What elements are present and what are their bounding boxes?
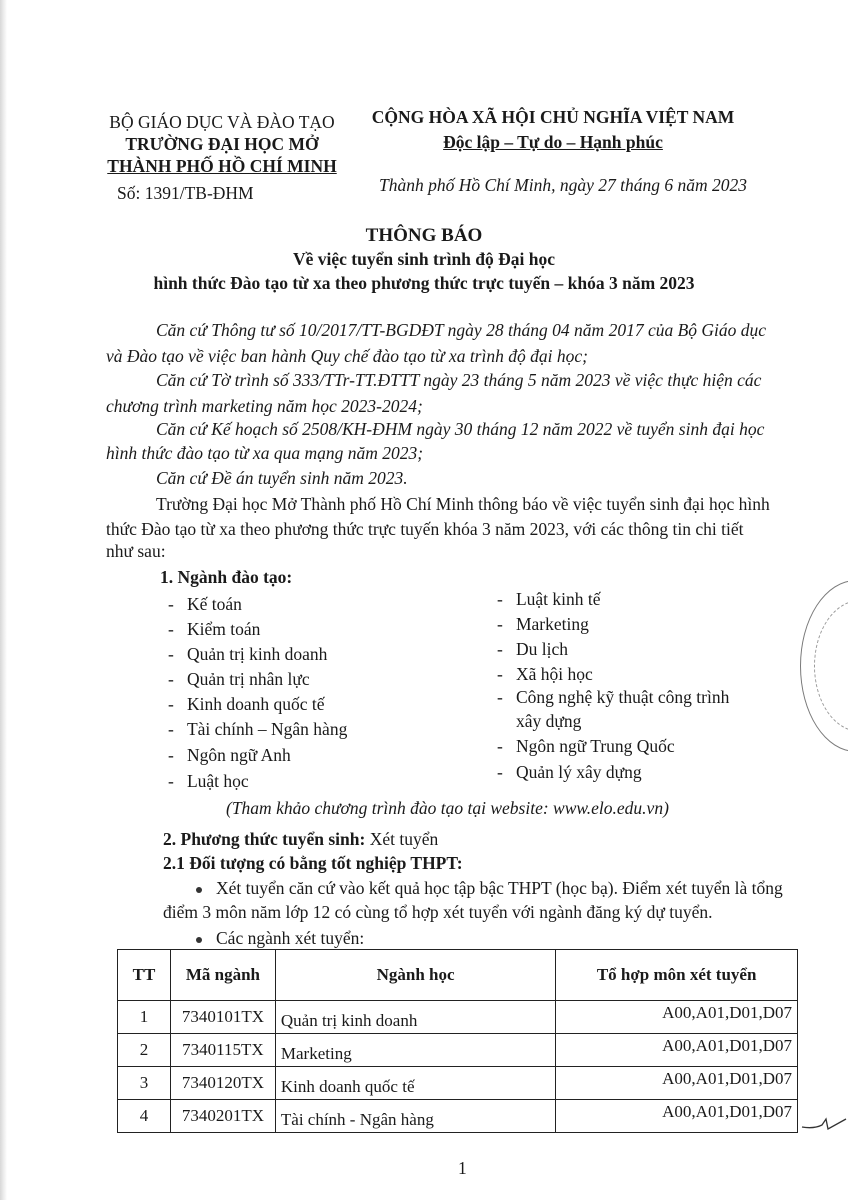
table-cell: A00,A01,D01,D07	[556, 1100, 798, 1133]
table-cell: A00,A01,D01,D07	[556, 1034, 798, 1067]
basis-1-line1: Căn cứ Thông tư số 10/2017/TT-BGDĐT ngày 28 tháng 04 năm 2017 của Bộ Giáo dục	[156, 320, 767, 340]
list-item: - Ngôn ngữ Anh	[168, 745, 291, 765]
table-row	[118, 1034, 798, 1067]
section-2-1-heading: 2.1 Đối tượng có bằng tốt nghiệp THPT:	[163, 853, 463, 873]
list-item: - Ngôn ngữ Trung Quốc	[497, 736, 675, 756]
table-cell: Kinh doanh quốc tế	[275, 1067, 555, 1100]
table-cell: 1	[118, 1001, 171, 1034]
list-item: - Marketing	[497, 614, 589, 634]
table-header-cell: Ngành học	[275, 950, 555, 1001]
bullet-icon	[196, 887, 202, 893]
doc-subject-line2: hình thức Đào tạo từ xa theo phương thức trực tuyến – khóa 3 năm 2023	[153, 273, 695, 293]
basis-3-line1: Căn cứ Kế hoạch số 2508/KH-ĐHM ngày 30 tháng 12 năm 2022 về tuyển sinh đại học	[156, 419, 765, 439]
list-item: - Tài chính – Ngân hàng	[168, 719, 348, 739]
list-item: - Quản trị nhân lực	[168, 669, 310, 689]
issuer-block	[96, 111, 348, 177]
list-item: - Công nghệ kỹ thuật công trình	[497, 687, 730, 707]
reference-note: (Tham khảo chương trình đào tạo tại website: www.elo.edu.vn)	[226, 798, 669, 818]
list-item: - Kế toán	[168, 594, 242, 614]
list-item: - Kiểm toán	[168, 619, 261, 639]
school-name-line1: TRƯỜNG ĐẠI HỌC MỞ	[125, 134, 319, 154]
basis-2-line2: chương trình marketing năm học 2023-2024;	[106, 396, 423, 416]
table-cell: Tài chính - Ngân hàng	[275, 1100, 555, 1133]
table-header-cell: Mã ngành	[170, 950, 275, 1001]
intro-line1: Trường Đại học Mở Thành phố Hồ Chí Minh thông báo về việc tuyển sinh đại học hình	[156, 494, 770, 514]
doc-title: THÔNG BÁO	[365, 225, 483, 246]
list-item: - Xã hội học	[497, 664, 593, 684]
basis-4-line1: Căn cứ Đề án tuyển sinh năm 2023.	[156, 468, 408, 488]
list-item: - Du lịch	[497, 639, 568, 659]
bullet-item: Xét tuyển căn cứ vào kết quả học tập bậc THPT (học bạ). Điểm xét tuyển là tổng	[196, 878, 783, 899]
table-header-row	[118, 950, 798, 1001]
basis-3-line2: hình thức đào tạo từ xa qua mạng năm 2023;	[106, 443, 424, 463]
basis-1-line2: và Đào tạo về việc ban hành Quy chế đào tạo từ xa trình độ đại học;	[106, 346, 588, 366]
nation-name: CỘNG HÒA XÃ HỘI CHỦ NGHĨA VIỆT NAM	[371, 107, 735, 127]
table-cell: A00,A01,D01,D07	[556, 1067, 798, 1100]
list-item: - Quản lý xây dựng	[497, 762, 642, 782]
national-motto: Độc lập – Tự do – Hạnh phúc	[443, 132, 663, 152]
table-row	[118, 1067, 798, 1100]
place-date: Thành phố Hồ Chí Minh, ngày 27 tháng 6 năm 2023	[379, 175, 747, 195]
doc-subject-line1: Về việc tuyển sinh trình độ Đại học	[292, 249, 556, 269]
bullet-item-continuation: điểm 3 môn năm lớp 12 có cùng tổ hợp xét tuyển với ngành đăng ký dự tuyển.	[163, 902, 713, 922]
table-cell: 7340101TX	[170, 1001, 275, 1034]
list-item-continuation: xây dựng	[516, 711, 582, 731]
ministry-name: BỘ GIÁO DỤC VÀ ĐÀO TẠO	[109, 112, 335, 132]
page-number: 1	[458, 1158, 467, 1178]
list-item: - Luật kinh tế	[497, 589, 601, 609]
majors-table	[117, 949, 798, 1133]
table-row	[118, 1100, 798, 1133]
intro-line2: thức Đào tạo từ xa theo phương thức trực tuyến khóa 3 năm 2023, với các thông tin chi tiết	[106, 519, 744, 539]
school-name-line2: THÀNH PHỐ HỒ CHÍ MINH	[107, 156, 337, 176]
table-cell: 2	[118, 1034, 171, 1067]
list-item: - Luật học	[168, 771, 249, 791]
table-cell: 7340115TX	[170, 1034, 275, 1067]
bullet-icon	[196, 937, 202, 943]
table-header-cell: Tổ hợp môn xét tuyển	[556, 950, 798, 1001]
scan-edge	[0, 0, 7, 1200]
document-number: Số: 1391/TB-ĐHM	[117, 183, 254, 203]
table-cell: 4	[118, 1100, 171, 1133]
table-cell: 3	[118, 1067, 171, 1100]
table-cell: Quản trị kinh doanh	[275, 1001, 555, 1034]
table-header-cell: TT	[118, 950, 171, 1001]
table-cell: A00,A01,D01,D07	[556, 1001, 798, 1034]
section-2-heading: 2. Phương thức tuyển sinh: Xét tuyển	[163, 829, 439, 849]
bullet-item: Các ngành xét tuyển:	[196, 928, 364, 949]
table-cell: Marketing	[275, 1034, 555, 1067]
table-row	[118, 1001, 798, 1034]
national-header	[368, 105, 738, 155]
table-cell: 7340120TX	[170, 1067, 275, 1100]
list-item: - Kinh doanh quốc tế	[168, 694, 325, 714]
table-cell: 7340201TX	[170, 1100, 275, 1133]
list-item: - Quản trị kinh doanh	[168, 644, 328, 664]
intro-line3: như sau:	[106, 541, 166, 561]
initial-mark-icon	[800, 1115, 848, 1135]
section-1-heading: 1. Ngành đào tạo:	[160, 567, 293, 587]
basis-2-line1: Căn cứ Tờ trình số 333/TTr-TT.ĐTTT ngày 23 tháng 5 năm 2023 về việc thực hiện các	[156, 370, 762, 390]
